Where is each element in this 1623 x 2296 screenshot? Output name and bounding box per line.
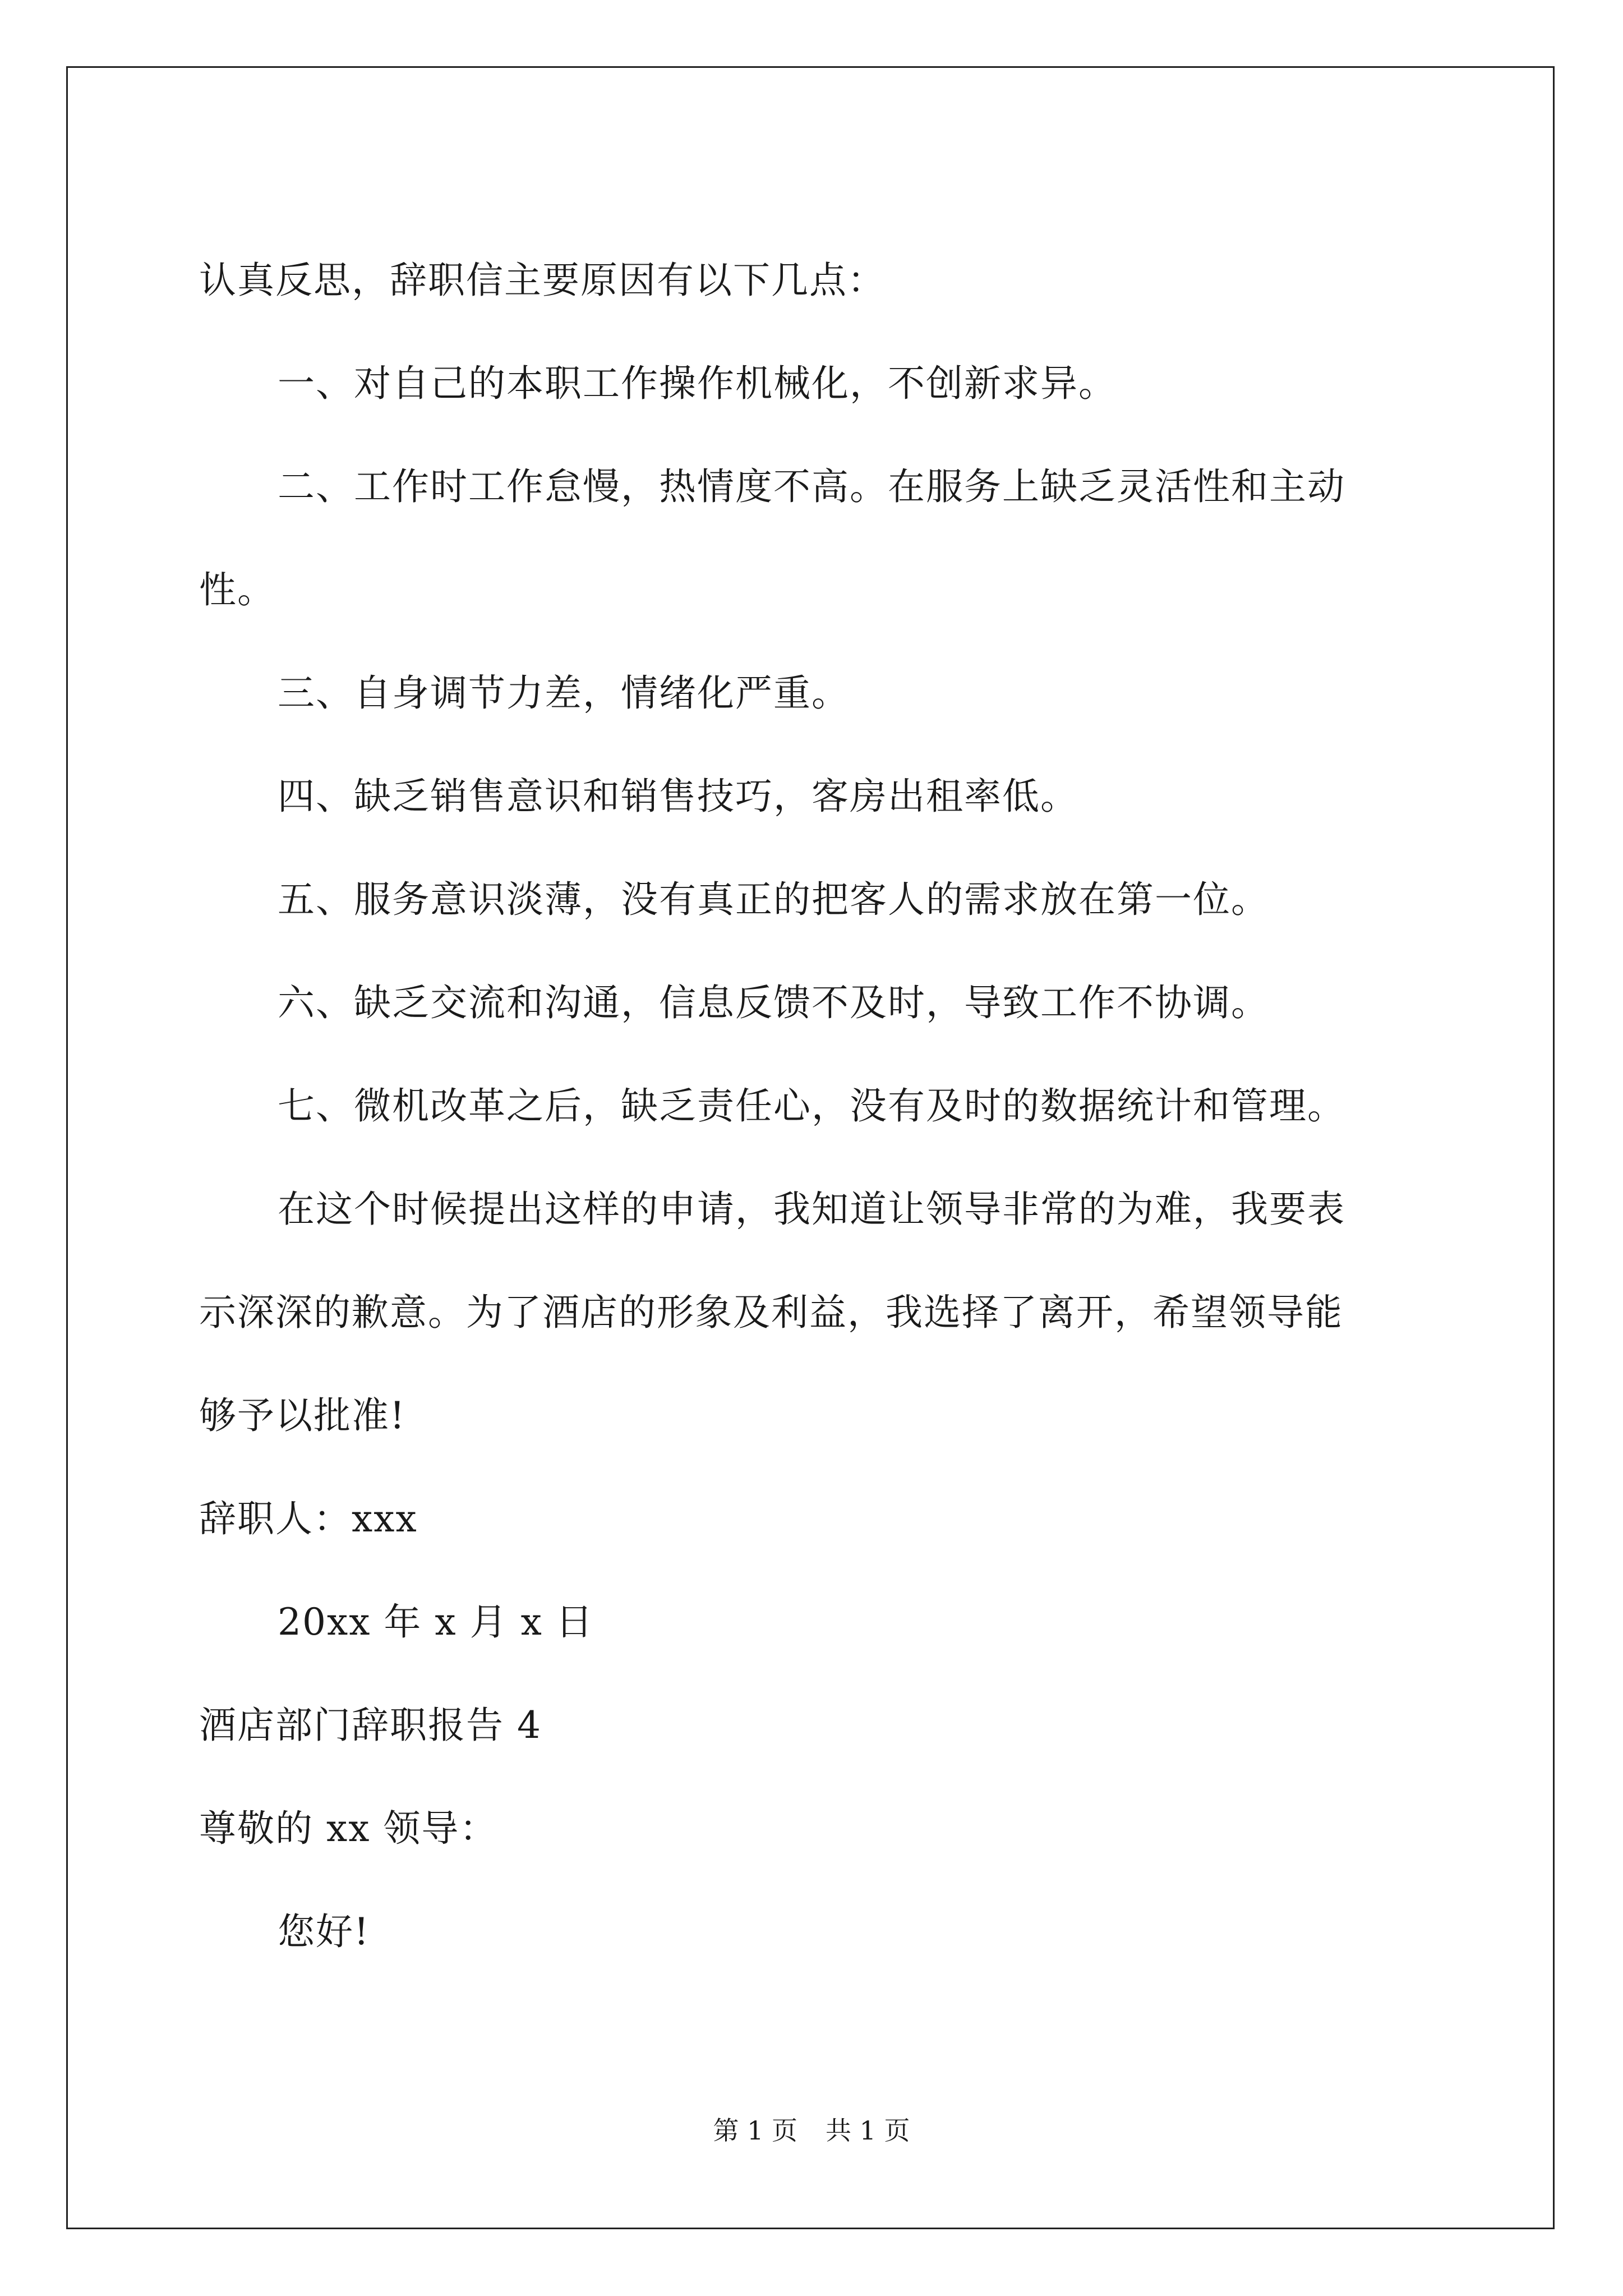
document-body	[199, 229, 1427, 1984]
paragraph-line: 七、微机改革之后，缺乏责任心，没有及时的数据统计和管理。	[278, 1084, 1345, 1128]
paragraph-line: 示深深的歉意。为了酒店的形象及利益，我选择了离开，希望领导能	[199, 1291, 1343, 1334]
paragraph-line: 六、缺乏交流和沟通，信息反馈不及时，导致工作不协调。	[278, 981, 1269, 1024]
paragraph-line: 二、工作时工作怠慢，热情度不高。在服务上缺乏灵活性和主动	[278, 465, 1345, 508]
signature-line: 辞职人：xxx	[199, 1497, 418, 1540]
page-number: 第 1 页	[713, 2115, 797, 2146]
page-total: 共 1 页	[826, 2115, 910, 2146]
paragraph-line: 一、对自己的本职工作操作机械化，不创新求异。	[278, 362, 1117, 405]
page-footer	[0, 2114, 1623, 2147]
paragraph-line: 五、服务意识淡薄，没有真正的把客人的需求放在第一位。	[278, 878, 1269, 921]
section-heading: 酒店部门辞职报告 4	[199, 1704, 542, 1747]
paragraph-line: 性。	[199, 568, 275, 611]
paragraph-line: 够予以批准!	[199, 1394, 406, 1437]
paragraph-line: 认真反思，辞职信主要原因有以下几点：	[199, 259, 886, 302]
salutation: 尊敬的 xx 领导：	[199, 1807, 498, 1850]
date-line: 20xx 年 x 月 x 日	[278, 1600, 594, 1644]
paragraph-line: 三、自身调节力差，情绪化严重。	[278, 671, 850, 715]
paragraph-line: 在这个时候提出这样的申请，我知道让领导非常的为难，我要表	[278, 1188, 1345, 1231]
greeting: 您好!	[278, 1910, 370, 1953]
paragraph-line: 四、缺乏销售意识和销售技巧，客房出租率低。	[278, 775, 1078, 818]
